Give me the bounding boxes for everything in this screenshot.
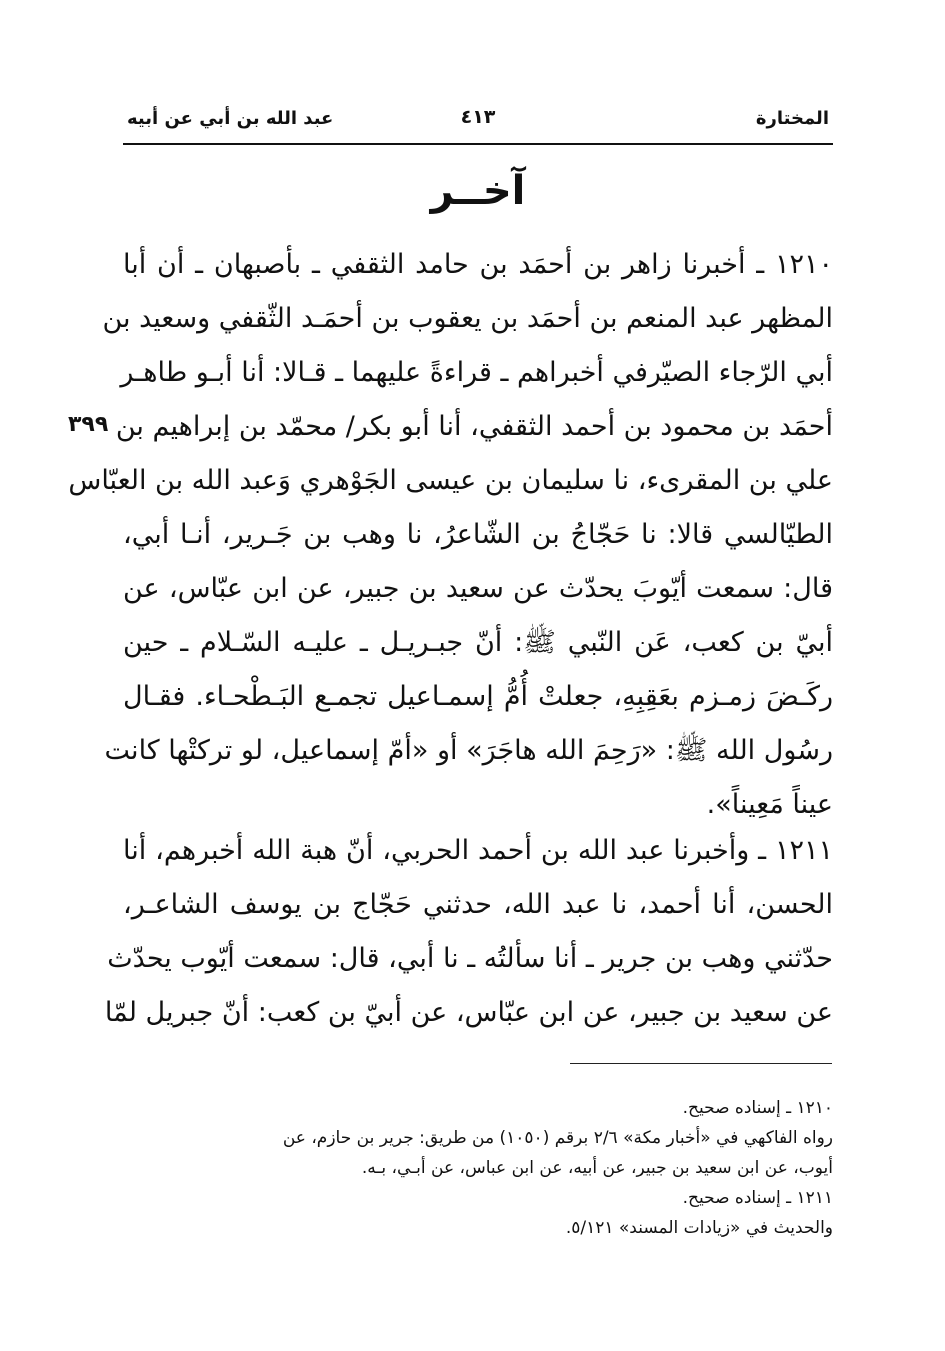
footnote-line: ١٢١٠ ـ إسناده صحيح. — [682, 1098, 833, 1118]
text-line: المظهر عبد المنعم بن أحمَد بن يعقوب بن أحمَـد الثّقفي وسعيد بن — [102, 303, 833, 334]
text-line: عيناً مَعِيناً». — [706, 789, 833, 820]
text-line: حدّثني وهب بن جرير ـ أنا سألتُه ـ نا أبي، قال: سمعت أيّوب يحدّث — [107, 943, 833, 974]
text-line: ١٢١١ ـ وأخبرنا عبد الله بن أحمد الحربي، أنّ هبة الله أخبرهم، أنا — [123, 835, 833, 866]
footnotes — [123, 1093, 833, 1243]
text-line: أبيّ بن كعب، عَن النّبي ﷺ: أنّ جبـريـل ـ عليـه السّـلام ـ حين — [123, 627, 833, 658]
text-line: الحسن، أنا أحمد، نا عبد الله، حدثني حَجّاج بن يوسف الشاعـر، — [123, 889, 833, 920]
footnote-line: أيوب، عن ابن سعيد بن جبير، عن أبيه، عن ابن عباس، عن أبـي، بـه. — [361, 1158, 833, 1178]
footnote-line: رواه الفاكهي في «أخبار مكة» ٢/٦ برقم (١٠٥٠) من طريق: جرير بن حازم، عن — [282, 1128, 833, 1148]
page-number: ٤١٣ — [460, 106, 496, 128]
text-line: ١٢١٠ ـ أخبرنا زاهر بن أحمَد بن حامد الثقفي ـ بأصبهان ـ أن أبا — [123, 249, 833, 280]
hadith-1211 — [104, 824, 833, 1040]
header-divider — [123, 143, 833, 145]
text-line: علي بن المقرىء، نا سليمان بن عيسى الجَوْهري وَعبد الله بن العبّاس — [68, 465, 833, 496]
text-line: الطيّالسي قالا: نا حَجّاجُ بن الشّاعرُ، نا وهب بن جَـرير، أنـا أبي، — [123, 519, 833, 550]
text-line: قال: سمعت أيّوبَ يحدّث عن سعيد بن جبير، عن ابن عبّاس، عن — [123, 573, 833, 604]
footnote-line: ١٢١١ ـ إسناده صحيح. — [682, 1188, 833, 1208]
book-title: المختارة — [755, 108, 829, 129]
footnote-divider — [570, 1063, 832, 1064]
text-line: ركَـضَ زمـزم بعَقِبِهِ، جعلتْ أُمُّ إسمـاعيل تجمـع البَـطْحـاء. فقـال — [123, 681, 833, 712]
footnote-line: والحديث في «زيادات المسند» ٥/١٢١. — [565, 1218, 833, 1238]
text-line: أحمَد بن محمود بن أحمد الثقفي، أنا أبو بكر/ محمّد بن إبراهيم بن — [115, 411, 833, 442]
chapter-title: عبد الله بن أبي عن أبيه — [127, 108, 334, 129]
text-line: عن سعيد بن جبير، عن ابن عبّاس، عن أبيّ بن كعب: أنّ جبريل لمّا — [104, 997, 833, 1028]
margin-page-reference: ٣٩٩ — [68, 412, 109, 437]
text-line: رسُول الله ﷺ: «رَحِمَ الله هاجَرَ» أو «أمّ إسماعيل، لو تركتْها كانت — [104, 735, 833, 766]
page-header — [123, 104, 833, 142]
text-line: أبي الرّجاء الصيّرفي أخبراهم ـ قراءةً عليهما ـ قـالا: أنا أبـو طاهـر — [120, 357, 833, 388]
section-title: آخــر — [430, 168, 526, 214]
